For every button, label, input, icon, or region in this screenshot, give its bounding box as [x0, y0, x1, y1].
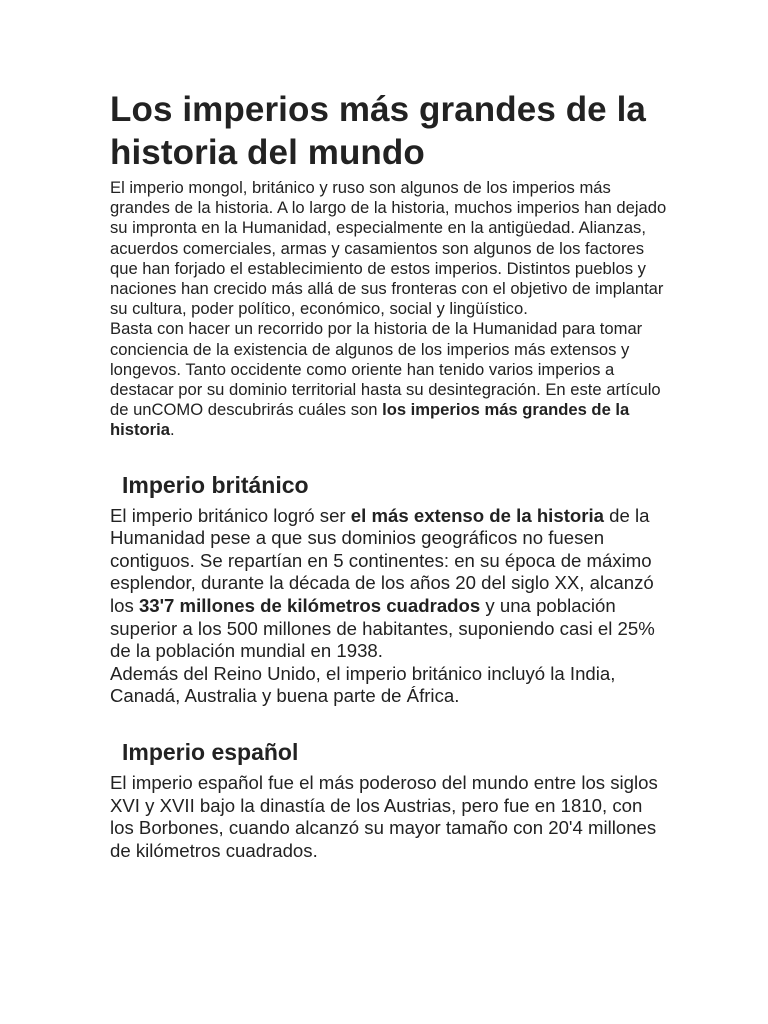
article-title: Los imperios más grandes de la historia del mundo: [110, 90, 646, 172]
bold-text: el más extenso de la historia: [350, 504, 604, 526]
text-run: y una población superior a los 500 millones de habitantes, suponiendo casi el 25% de la población mundial en 1938.: [110, 595, 655, 662]
section-paragraph: El imperio español fue el más poderoso del mundo entre los siglos XVI y XVII bajo la dinastía de los Austrias, pero fue en 1810, con los Borbones, cuando alcanzó su mayor tamaño con 20'4 millones de kilómetros cuadrados.: [110, 771, 658, 861]
bold-text: 33'7 millones de kilómetros cuadrados: [138, 595, 481, 617]
section-imperio-britanico: [110, 505, 670, 708]
text-run: .: [169, 420, 175, 440]
bold-text: los imperios más grandes de la historia: [110, 400, 630, 440]
section-paragraph: Además del Reino Unido, el imperio británico incluyó la India, Canadá, Australia y buena parte de África.: [110, 662, 616, 707]
text-run: de la Humanidad pese a que sus dominios geográficos no fuesen contiguos. Se repartían en 5 continentes: en su época de máximo esplendor, durante la década de los años 20 del siglo XX, alcanzó los: [110, 504, 654, 617]
intro-paragraph: El imperio mongol, británico y ruso son algunos de los imperios más grandes de la historia. A lo largo de la historia, muchos imperios han dejado su impronta en la Humanidad, especialmente en la antigüedad. Alianzas, acuerdos comerciales, armas y casamientos son algunos de los factores que han forjado el establecimiento de estos imperios. Distintos pueblos y naciones han crecido más allá de sus fronteras con el objetivo de implantar su cultura, poder político, económico, social y lingüístico.: [110, 178, 667, 319]
section-heading-imperio-espanol: Imperio español: [122, 738, 299, 765]
text-run: Basta con hacer un recorrido por la historia de la Humanidad para tomar conciencia de la existencia de algunos de los imperios más extensos y longevos. Tanto occidente como oriente han tenido varios imperios a destacar por su dominio territorial hasta su desintegración. En este artículo de unCOMO descubrirás cuáles son: [110, 319, 661, 420]
text-run: El imperio británico logró ser: [110, 504, 351, 526]
section-imperio-espanol: [110, 772, 670, 862]
section-heading-imperio-britanico: Imperio británico: [122, 471, 309, 498]
intro-paragraph: [110, 319, 670, 440]
article: [110, 88, 670, 862]
section-paragraph: [110, 505, 670, 663]
article-intro: [110, 178, 670, 441]
